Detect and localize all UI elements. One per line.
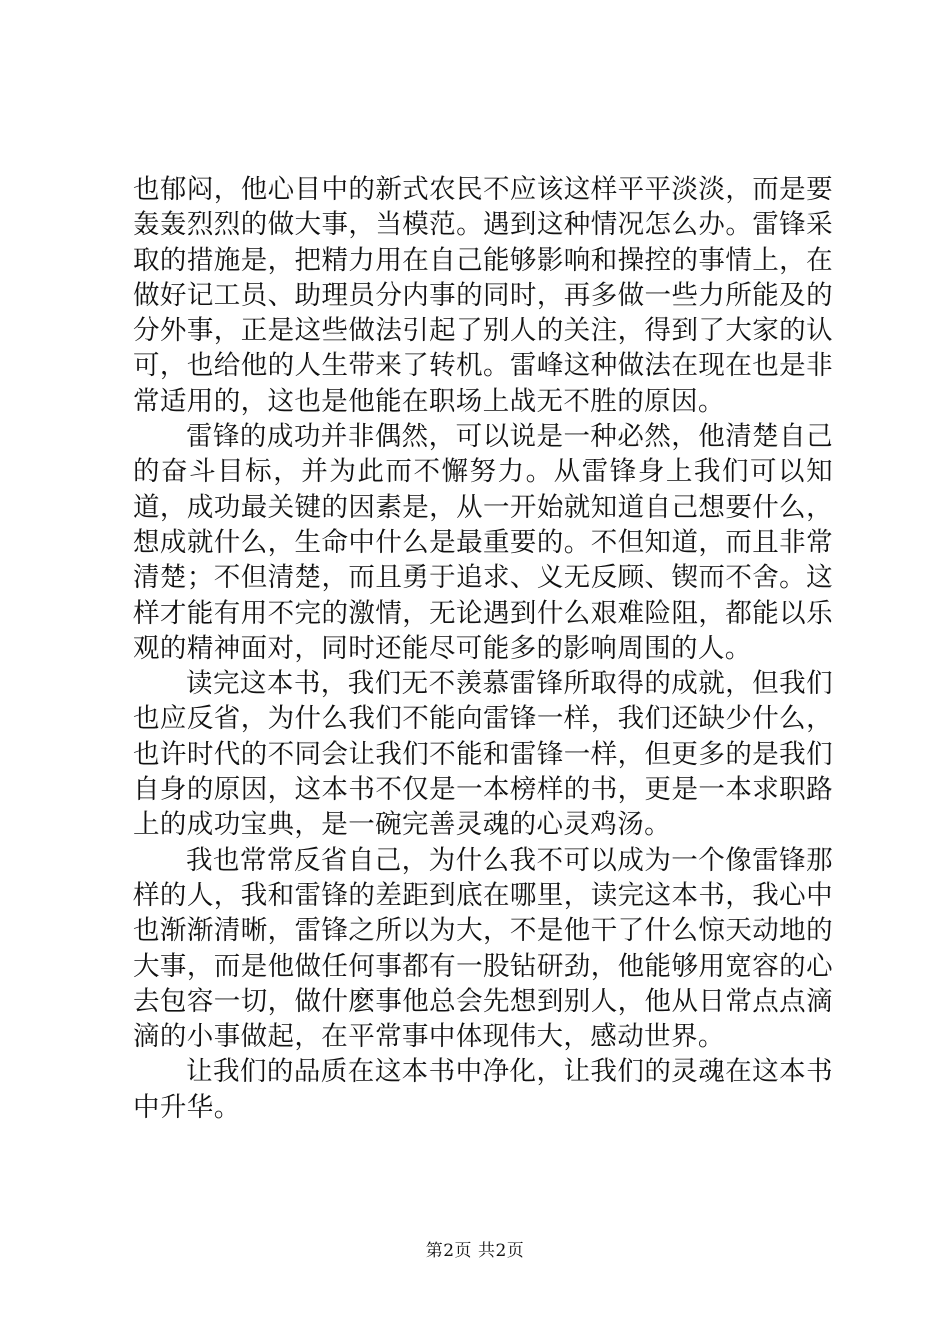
paragraph-1: 也郁闷，他心目中的新式农民不应该这样平平淡淡，而是要轰轰烈烈的做大事，当模范。遇到这种情况怎么办。雷锋采取的措施是，把精力用在自己能够影响和操控的事情上，在做好记工员、助理员分内事的同时，再多做一些力所能及的分外事，正是这些做法引起了别人的关注，得到了大家的认可，也给他的人生带来了转机。雷峰这种做法在现在也是非常适用的，这也是他能在职场上战无不胜的原因。 bbox=[133, 174, 833, 417]
paragraph-3: 读完这本书，我们无不羡慕雷锋所取得的成就，但我们也应反省，为什么我们不能向雷锋一样，我们还缺少什么，也许时代的不同会让我们不能和雷锋一样，但更多的是我们自身的原因，这本书不仅是一本榜样的书，更是一本求职路上的成功宝典，是一碗完善灵魂的心灵鸡汤。 bbox=[133, 668, 833, 841]
document-body bbox=[133, 172, 833, 1125]
page-footer bbox=[0, 1240, 950, 1262]
paragraph-5: 让我们的品质在这本书中净化，让我们的灵魂在这本书中升华。 bbox=[133, 1056, 833, 1123]
paragraph-4: 我也常常反省自己，为什么我不可以成为一个像雷锋那样的人，我和雷锋的差距到底在哪里，读完这本书，我心中也渐渐清晰，雷锋之所以为大，不是他干了什么惊天动地的大事，而是他做任何事都有一股钻研劲，他能够用宽容的心去包容一切，做什麽事他总会先想到别人，他从日常点点滴滴的小事做起，在平常事中体现伟大，感动世界。 bbox=[133, 844, 833, 1053]
page-number-label: 第2页 共2页 bbox=[425, 1241, 525, 1261]
paragraph-2: 雷锋的成功并非偶然，可以说是一种必然，他清楚自己的奋斗目标，并为此而不懈努力。从雷锋身上我们可以知道，成功最关键的因素是，从一开始就知道自己想要什么，想成就什么，生命中什么是最重要的。不但知道，而且非常清楚；不但清楚，而且勇于追求、义无反顾、锲而不舍。这样才能有用不完的激情，无论遇到什么艰难险阻，都能以乐观的精神面对，同时还能尽可能多的影响周围的人。 bbox=[133, 421, 833, 664]
